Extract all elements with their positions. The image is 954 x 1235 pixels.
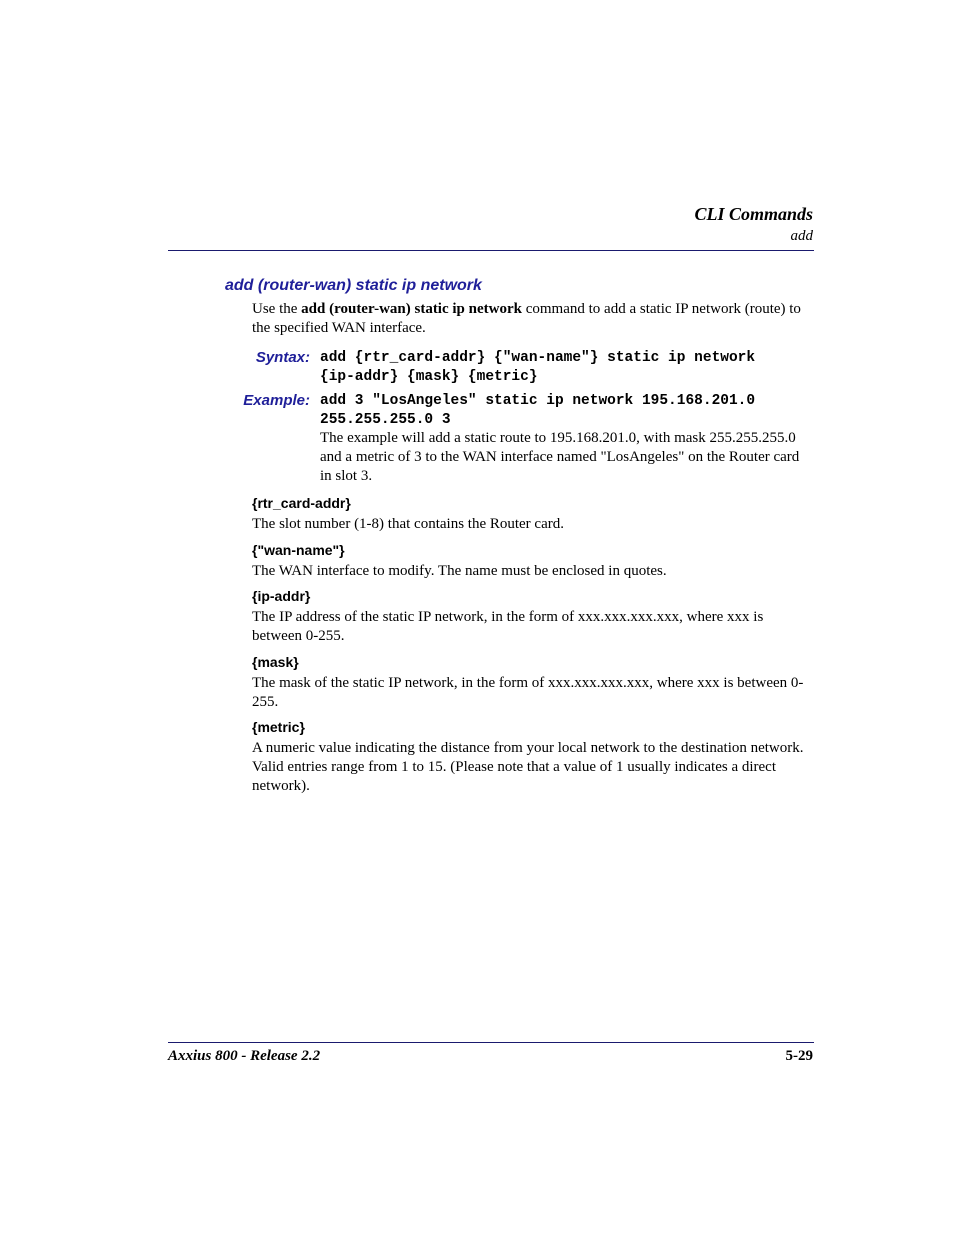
param-metric-description: A numeric value indicating the distance from your local network to the destination network. Valid entries range from 1 to 15. (Please note that a value of 1 usually indicates a direct network). — [252, 740, 804, 794]
param-ip-addr: {ip-addr} — [252, 588, 311, 604]
param-ip-addr-description: The IP address of the static IP network, in the form of xxx.xxx.xxx.xxx, where xxx is between 0-255. — [252, 609, 764, 644]
example-description: The example will add a static route to 195.168.201.0, with mask 255.255.255.0 and a metric of 3 to the WAN interface named "LosAngeles" on the Router card in slot 3. — [320, 430, 800, 484]
param-mask-description: The mask of the static IP network, in the form of xxx.xxx.xxx.xxx, where xxx is between 0-255. — [252, 675, 804, 710]
footer-rule — [168, 1042, 814, 1043]
param-wan-name: {"wan-name"} — [252, 542, 345, 558]
syntax-line-2: {ip-addr} {mask} {metric} — [320, 369, 538, 385]
header-rule — [168, 250, 814, 251]
example-label: Example: — [243, 392, 310, 409]
footer-product: Axxius 800 - Release 2.2 — [168, 1048, 321, 1064]
footer-page-number: 5-29 — [785, 1048, 813, 1064]
chapter-title: CLI Commands — [694, 204, 813, 224]
param-metric: {metric} — [252, 719, 305, 735]
param-wan-name-description: The WAN interface to modify. The name must be enclosed in quotes. — [252, 563, 667, 579]
param-rtr-card-addr-description: The slot number (1-8) that contains the Router card. — [252, 516, 564, 532]
section-title: add (router-wan) static ip network — [225, 277, 482, 294]
intro-command: add (router-wan) static ip network — [301, 301, 522, 317]
syntax-label: Syntax: — [255, 349, 310, 366]
chapter-subtitle: add — [790, 228, 813, 244]
param-mask: {mask} — [252, 654, 299, 670]
intro-paragraph — [252, 300, 814, 338]
syntax-line-1: add {rtr_card-addr} {"wan-name"} static ip network — [320, 350, 756, 366]
example-line-1: add 3 "LosAngeles" static ip network 195.168.201.0 — [320, 393, 756, 409]
param-rtr-card-addr: {rtr_card-addr} — [252, 495, 351, 511]
intro-suffix: command to add a static IP network (route) to the specified WAN interface. — [252, 301, 801, 336]
intro-prefix: Use the — [252, 301, 302, 317]
example-line-2: 255.255.255.0 3 — [320, 412, 451, 428]
